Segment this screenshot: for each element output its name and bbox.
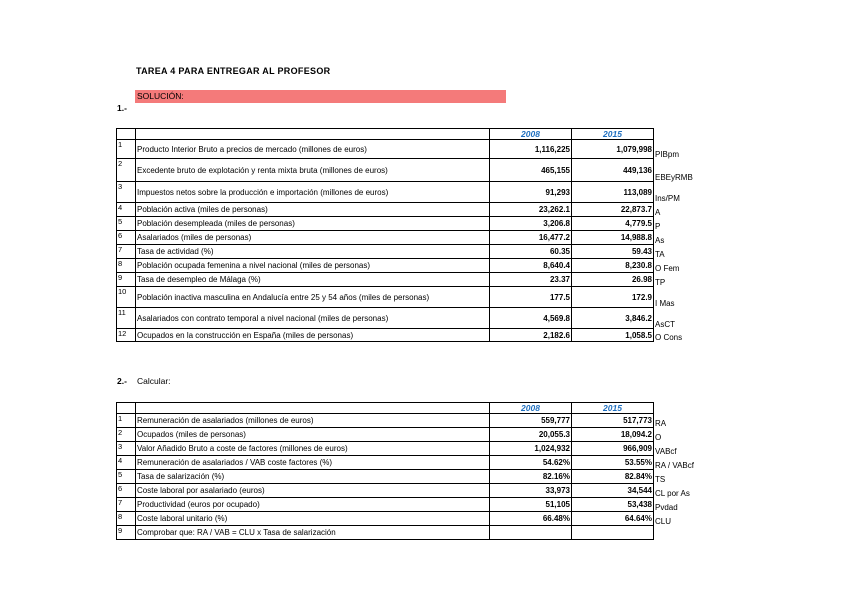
table-row [117, 245, 714, 259]
row-number: 9 [117, 273, 136, 287]
table-row [117, 414, 714, 428]
row-label: Tasa de salarización (%) [136, 470, 490, 484]
table-row [117, 498, 714, 512]
row-code: TP [655, 277, 666, 287]
value-2008: 60.35 [490, 245, 572, 259]
value-2015: 18,094.2 [572, 428, 654, 442]
value-2008: 20,055.3 [490, 428, 572, 442]
value-2015: 172.9 [572, 287, 654, 308]
table-row [117, 140, 714, 159]
row-number: 5 [117, 470, 136, 484]
value-2008: 51,105 [490, 498, 572, 512]
row-code: O Cons [655, 332, 683, 342]
value-2008: 1,024,932 [490, 442, 572, 456]
table-row [117, 526, 714, 540]
row-code: RA [655, 418, 667, 428]
row-number: 4 [117, 456, 136, 470]
section-2-label: Calcular: [137, 376, 171, 386]
row-label: Impuestos netos sobre la producción e importación (millones de euros) [136, 182, 490, 203]
row-label: Coste laboral unitario (%) [136, 512, 490, 526]
value-2008: 465,155 [490, 159, 572, 182]
document-title: TAREA 4 PARA ENTREGAR AL PROFESOR [136, 66, 331, 76]
value-2015: 22,873.7 [572, 203, 654, 217]
row-code [654, 526, 714, 540]
header-spacer [654, 129, 714, 140]
value-2008: 23,262.1 [490, 203, 572, 217]
value-2008: 2,182.6 [490, 329, 572, 342]
table-row [117, 484, 714, 498]
table-row [117, 442, 714, 456]
value-2015: 64.64% [572, 512, 654, 526]
table-row [117, 329, 714, 342]
table-row [117, 231, 714, 245]
row-label: Población activa (miles de personas) [136, 203, 490, 217]
value-2015: 8,230.8 [572, 259, 654, 273]
row-code: TS [655, 474, 666, 484]
row-label: Coste laboral por asalariado (euros) [136, 484, 490, 498]
row-code: O [655, 432, 662, 442]
value-2015: 53,438 [572, 498, 654, 512]
row-number: 3 [117, 442, 136, 456]
header-empty-cell [117, 129, 136, 140]
value-2008: 91,293 [490, 182, 572, 203]
row-code: A [655, 207, 661, 217]
row-number: 7 [117, 245, 136, 259]
value-2015: 59.43 [572, 245, 654, 259]
value-2015 [572, 526, 654, 540]
table-row [117, 259, 714, 273]
table-row [117, 308, 714, 329]
value-2015: 966,909 [572, 442, 654, 456]
value-2015: 26.98 [572, 273, 654, 287]
row-number: 6 [117, 231, 136, 245]
data-table-1 [116, 128, 714, 342]
row-number: 2 [117, 428, 136, 442]
row-number: 7 [117, 498, 136, 512]
row-code: CL por As [655, 488, 690, 498]
row-code: AsCT [655, 319, 675, 329]
row-code: PIBpm [655, 149, 680, 159]
year-header: 2015 [572, 403, 654, 414]
row-number: 11 [117, 308, 136, 329]
value-2008: 4,569.8 [490, 308, 572, 329]
row-code: As [655, 235, 665, 245]
table-row [117, 287, 714, 308]
row-number: 1 [117, 140, 136, 159]
value-2015: 14,988.8 [572, 231, 654, 245]
row-code: CLU [655, 516, 672, 526]
row-number: 4 [117, 203, 136, 217]
table-row [117, 203, 714, 217]
row-label: Productividad (euros por ocupado) [136, 498, 490, 512]
section-1-number: 1.- [117, 103, 127, 113]
value-2008: 66.48% [490, 512, 572, 526]
value-2008: 23.37 [490, 273, 572, 287]
value-2008: 16,477.2 [490, 231, 572, 245]
value-2008: 1,116,225 [490, 140, 572, 159]
year-header: 2015 [572, 129, 654, 140]
table-row [117, 470, 714, 484]
header-empty-cell [136, 129, 490, 140]
table-row [117, 217, 714, 231]
year-header: 2008 [490, 403, 572, 414]
row-code: TA [655, 249, 665, 259]
header-spacer [654, 403, 714, 414]
section-2-number: 2.- [117, 376, 127, 386]
row-label: Tasa de desempleo de Málaga (%) [136, 273, 490, 287]
row-code: Pvdad [655, 502, 678, 512]
header-empty-cell [136, 403, 490, 414]
value-2015: 34,544 [572, 484, 654, 498]
value-2015: 113,089 [572, 182, 654, 203]
table-row [117, 273, 714, 287]
year-header: 2008 [490, 129, 572, 140]
row-label: Producto Interior Bruto a precios de mercado (millones de euros) [136, 140, 490, 159]
row-label: Asalariados con contrato temporal a nivel nacional (miles de personas) [136, 308, 490, 329]
row-number: 5 [117, 217, 136, 231]
row-code: EBEyRMB [655, 172, 693, 182]
row-code: VABcf [655, 446, 677, 456]
row-number: 9 [117, 526, 136, 540]
value-2008: 8,640.4 [490, 259, 572, 273]
row-label: Población desempleada (miles de personas) [136, 217, 490, 231]
row-label: Población inactiva masculina en Andalucía entre 25 y 54 años (miles de personas) [136, 287, 490, 308]
row-label: Población ocupada femenina a nivel nacional (miles de personas) [136, 259, 490, 273]
row-number: 3 [117, 182, 136, 203]
value-2008: 559,777 [490, 414, 572, 428]
table-header-row [117, 403, 714, 414]
row-label: Ocupados en la construcción en España (miles de personas) [136, 329, 490, 342]
row-label: Asalariados (miles de personas) [136, 231, 490, 245]
row-number: 1 [117, 414, 136, 428]
header-empty-cell [117, 403, 136, 414]
row-label: Remuneración de asalariados / VAB coste factores (%) [136, 456, 490, 470]
row-label: Ocupados (miles de personas) [136, 428, 490, 442]
row-number: 12 [117, 329, 136, 342]
value-2015: 82.84% [572, 470, 654, 484]
row-code: P [655, 221, 661, 231]
row-label: Excedente bruto de explotación y renta mixta bruta (millones de euros) [136, 159, 490, 182]
row-number: 8 [117, 512, 136, 526]
row-label: Tasa de actividad (%) [136, 245, 490, 259]
value-2008: 82.16% [490, 470, 572, 484]
value-2008 [490, 526, 572, 540]
value-2008: 177.5 [490, 287, 572, 308]
value-2015: 1,058.5 [572, 329, 654, 342]
solution-banner: SOLUCIÓN: [135, 90, 506, 103]
table-row [117, 512, 714, 526]
value-2008: 54.62% [490, 456, 572, 470]
value-2008: 33,973 [490, 484, 572, 498]
value-2015: 517,773 [572, 414, 654, 428]
row-label: Valor Añadido Bruto a coste de factores (millones de euros) [136, 442, 490, 456]
row-code: RA / VABcf [655, 460, 694, 470]
row-code: Ins/PM [655, 193, 680, 203]
data-table-2 [116, 402, 714, 540]
value-2015: 449,136 [572, 159, 654, 182]
value-2015: 1,079,998 [572, 140, 654, 159]
value-2008: 3,206.8 [490, 217, 572, 231]
table-header-row [117, 129, 714, 140]
table-row [117, 456, 714, 470]
row-label: Remuneración de asalariados (millones de euros) [136, 414, 490, 428]
value-2015: 53.55% [572, 456, 654, 470]
value-2015: 4,779.5 [572, 217, 654, 231]
row-number: 2 [117, 159, 136, 182]
row-label: Comprobar que: RA / VAB = CLU x Tasa de salarización [136, 526, 490, 540]
row-number: 8 [117, 259, 136, 273]
table-row [117, 159, 714, 182]
row-number: 6 [117, 484, 136, 498]
row-code: O Fem [655, 263, 680, 273]
row-number: 10 [117, 287, 136, 308]
table-row [117, 428, 714, 442]
value-2015: 3,846.2 [572, 308, 654, 329]
row-code: I Mas [655, 298, 675, 308]
table-row [117, 182, 714, 203]
